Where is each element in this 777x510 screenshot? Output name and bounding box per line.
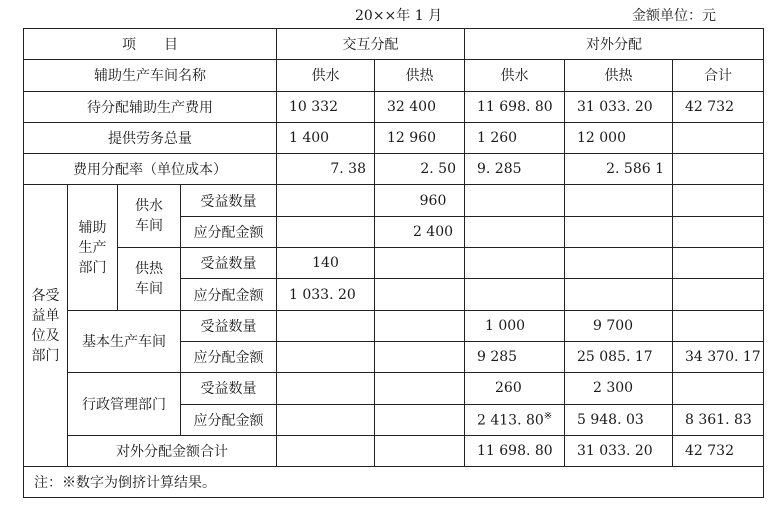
header-item: 项 目 xyxy=(24,29,277,60)
col-heat-external: 供热 xyxy=(565,60,673,91)
cell-empty xyxy=(277,185,375,216)
header-internal: 交互分配 xyxy=(277,29,465,60)
cell-empty xyxy=(673,248,764,279)
row-label: 受益数量 xyxy=(181,310,277,341)
col-water-external: 供水 xyxy=(465,60,565,91)
cell-value: 42 732 xyxy=(673,435,764,466)
table-row xyxy=(24,60,764,91)
row-label: 受益数量 xyxy=(181,373,277,404)
heat-ws-label: 供热车间 xyxy=(118,248,181,311)
row-label: 应分配金额 xyxy=(181,404,277,435)
cell-value: 42 732 xyxy=(673,91,764,122)
cell-value-text: 2 413. 80 xyxy=(477,412,544,429)
table-row xyxy=(24,91,764,122)
cell-empty xyxy=(565,185,673,216)
cell-value: 31 033. 20 xyxy=(565,435,673,466)
row-label: 辅助生产车间名称 xyxy=(24,60,277,91)
col-water-internal: 供水 xyxy=(277,60,375,91)
row-label: 应分配金额 xyxy=(181,341,277,372)
table-row xyxy=(24,122,764,153)
cell-value: 7. 38 xyxy=(277,154,375,185)
cell-empty xyxy=(375,341,465,372)
aux-dept-label: 辅助生产部门 xyxy=(68,185,118,310)
cell-empty xyxy=(565,279,673,310)
row-label: 受益数量 xyxy=(181,248,277,279)
cell-empty xyxy=(375,279,465,310)
cell-value: 1 260 xyxy=(465,122,565,153)
col-total: 合计 xyxy=(673,60,764,91)
table-row xyxy=(24,248,764,279)
cell-value: 1 400 xyxy=(277,122,375,153)
cell-value: 260 xyxy=(465,373,565,404)
cell-value: 10 332 xyxy=(277,91,375,122)
cell-empty xyxy=(673,216,764,247)
cell-empty xyxy=(673,154,764,185)
cell-value: 5 948. 03 xyxy=(565,404,673,435)
col-heat-internal: 供热 xyxy=(375,60,465,91)
cell-value: 12 960 xyxy=(375,122,465,153)
cell-value: 2. 50 xyxy=(375,154,465,185)
cell-value: 1 033. 20 xyxy=(277,279,375,310)
cell-empty xyxy=(565,216,673,247)
cell-empty xyxy=(465,248,565,279)
row-label: 受益数量 xyxy=(181,185,277,216)
cell-empty xyxy=(673,279,764,310)
cell-value: 9 700 xyxy=(565,310,673,341)
cell-empty xyxy=(673,185,764,216)
cell-value: 32 400 xyxy=(375,91,465,122)
cell-value: 2 400 xyxy=(375,216,465,247)
cell-empty xyxy=(375,373,465,404)
cell-value: 11 698. 80 xyxy=(465,91,565,122)
row-label: 提供劳务总量 xyxy=(24,122,277,153)
cell-value: 1 000 xyxy=(465,310,565,341)
row-label: 应分配金额 xyxy=(181,216,277,247)
cell-empty xyxy=(673,122,764,153)
admin-dept-label: 行政管理部门 xyxy=(68,373,181,436)
table-row xyxy=(24,373,764,404)
table-row xyxy=(24,29,764,60)
cell-value: 960 xyxy=(375,185,465,216)
cell-empty xyxy=(375,310,465,341)
cell-empty xyxy=(375,404,465,435)
table-row xyxy=(24,310,764,341)
row-label: 应分配金额 xyxy=(181,279,277,310)
footnote: 注：※数字为倒挤计算结果。 xyxy=(24,467,764,498)
cell-value: 140 xyxy=(277,248,375,279)
cell-empty xyxy=(673,373,764,404)
header-external: 对外分配 xyxy=(465,29,764,60)
table-row xyxy=(24,467,764,498)
cell-value: 31 033. 20 xyxy=(565,91,673,122)
cell-empty xyxy=(277,404,375,435)
row-label: 待分配辅助生产费用 xyxy=(24,91,277,122)
cell-value: 11 698. 80 xyxy=(465,435,565,466)
cell-value: 34 370. 17 xyxy=(673,341,764,372)
cell-value: 2 300 xyxy=(565,373,673,404)
cell-value: 8 361. 83 xyxy=(673,404,764,435)
footnote-mark: ※ xyxy=(543,410,553,422)
cell-empty xyxy=(565,248,673,279)
cell-empty xyxy=(277,373,375,404)
row-label: 费用分配率（单位成本） xyxy=(24,154,277,185)
cell-empty xyxy=(465,279,565,310)
beneficiary-label: 各受益单位及部门 xyxy=(24,185,68,467)
cell-value: 9 285 xyxy=(465,341,565,372)
water-ws-label: 供水车间 xyxy=(118,185,181,248)
row-label: 对外分配金额合计 xyxy=(68,435,277,466)
table-row xyxy=(24,154,764,185)
cell-empty xyxy=(673,310,764,341)
cell-value xyxy=(465,404,565,435)
cell-empty xyxy=(277,341,375,372)
cell-empty xyxy=(465,185,565,216)
cell-empty xyxy=(375,248,465,279)
cell-value: 12 000 xyxy=(565,122,673,153)
allocation-table xyxy=(23,28,764,498)
cell-empty xyxy=(277,435,375,466)
table-row xyxy=(24,185,764,216)
amount-unit: 金额单位：元 xyxy=(632,8,716,24)
report-date: 20××年 1 月 xyxy=(355,8,443,24)
basic-ws-label: 基本生产车间 xyxy=(68,310,181,373)
table-row xyxy=(24,435,764,466)
cell-empty xyxy=(465,216,565,247)
cell-value: 25 085. 17 xyxy=(565,341,673,372)
cell-empty xyxy=(277,216,375,247)
cell-empty xyxy=(375,435,465,466)
cell-value: 9. 285 xyxy=(465,154,565,185)
cell-empty xyxy=(277,310,375,341)
cell-value: 2. 586 1 xyxy=(565,154,673,185)
